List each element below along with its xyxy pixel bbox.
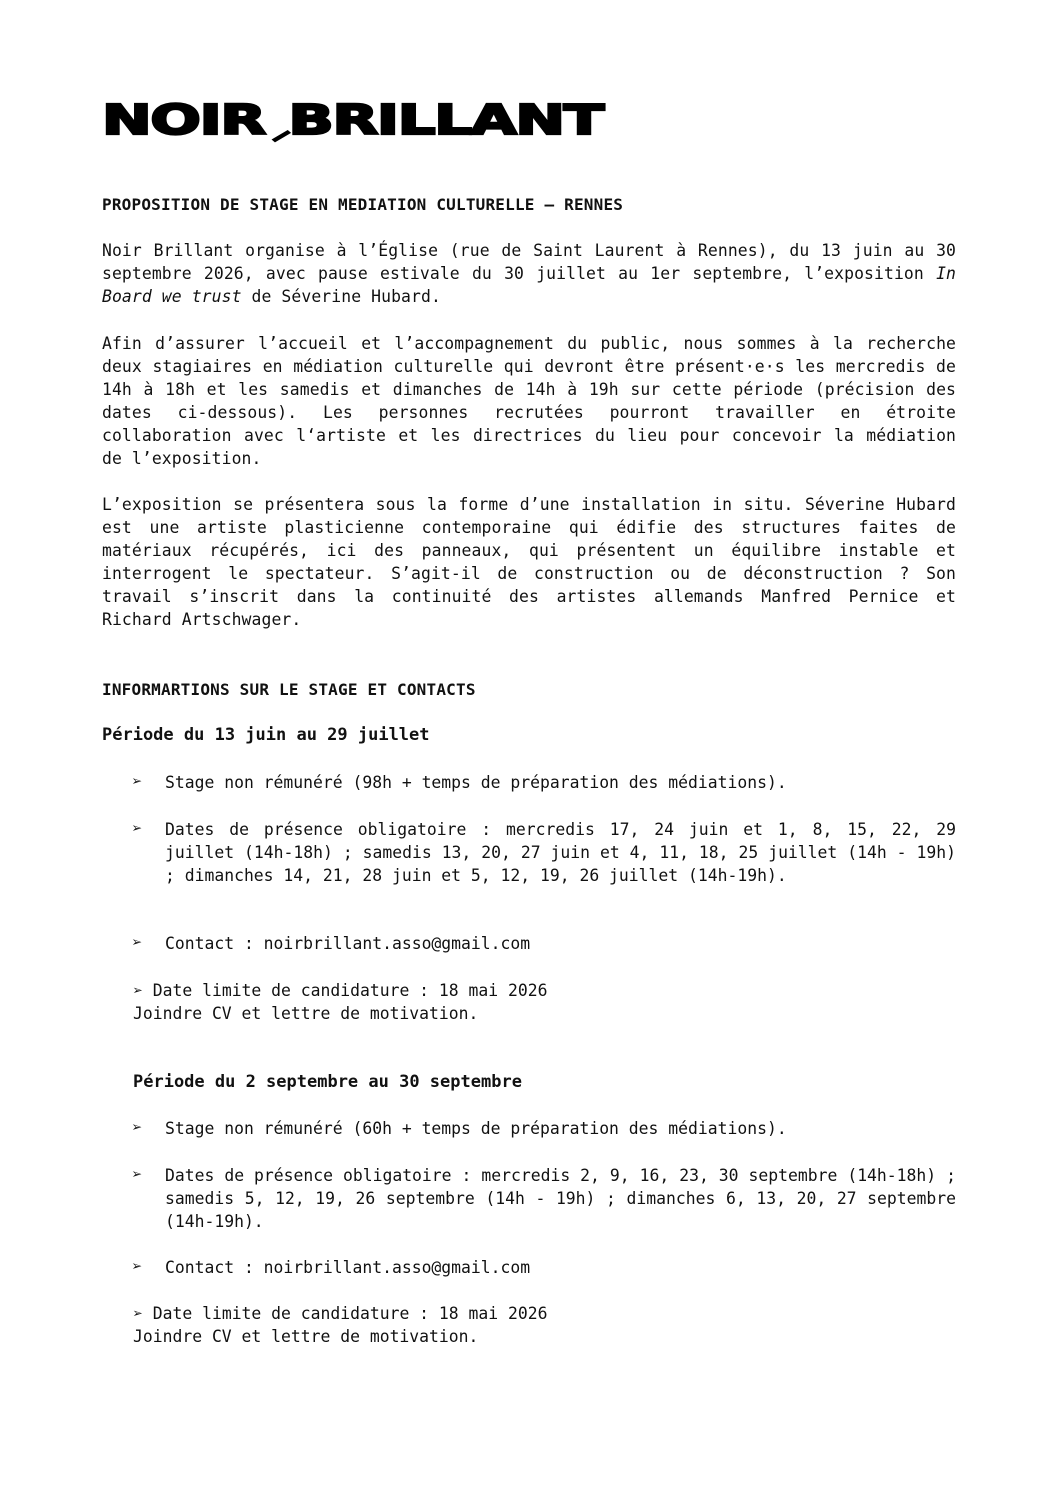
period-1-contact: ➢ Contact : noirbrillant.asso@gmail.com	[132, 932, 956, 955]
period-2-dates: ➢ Dates de présence obligatoire : mercredis 2, 9, 16, 23, 30 septembre (14h-18h) ; samedis 5, 12, 19, 26 septembre (14h - 19h) ; dimanches 6, 13, 20, 27 septembre (14h-19h).	[132, 1164, 956, 1233]
arrow-bullet-icon: ➢	[133, 1304, 143, 1323]
arrow-bullet-icon: ➢	[132, 1118, 143, 1138]
document-title: PROPOSITION DE STAGE EN MEDIATION CULTURELLE – RENNES	[102, 195, 624, 214]
arrow-bullet-icon: ➢	[132, 1165, 143, 1185]
intro-p1-text: Noir Brillant organise à l’Église (rue de Saint Laurent à Rennes), du 13 juin au 30 septembre 2026, avec pause estivale du 30 juillet au 1er septembre, l’exposition	[102, 241, 956, 284]
intro-paragraph-1	[102, 239, 956, 308]
intro-p1-end: de Séverine Hubard.	[241, 287, 441, 307]
arrow-bullet-icon: ➢	[132, 772, 143, 792]
intro-paragraph-2: Afin d’assurer l’accueil et l’accompagnement du public, nous sommes à la recherche deux stagiaires en médiation culturelle qui devront être présent·e·s les mercredis de 14h à 18h et les samedis et dimanches de 14h à 19h sur cette période (précision des dates ci-dessous). Les personnes recrutées pourront travailler en étroite collaboration avec l‘artiste et les directrices du lieu pour concevoir la médiation de l’exposition.	[102, 334, 956, 469]
period-2-contact: ➢ Contact : noirbrillant.asso@gmail.com	[132, 1256, 956, 1279]
period-1-attachments: Joindre CV et lettre de motivation.	[133, 1004, 479, 1023]
arrow-bullet-icon: ➢	[133, 981, 143, 1000]
arrow-bullet-icon: ➢	[132, 1257, 143, 1277]
logo-part-noir: NOIR	[102, 95, 265, 144]
period-2-attachments: Joindre CV et lettre de motivation.	[133, 1327, 479, 1346]
period-2-deadline: ➢ Date limite de candidature : 18 mai 2026	[133, 1304, 548, 1323]
period-1-title: Période du 13 juin au 29 juillet	[102, 725, 430, 745]
logo-part-brillant: BRILLANT	[288, 95, 604, 144]
period-2-title: Période du 2 septembre au 30 septembre	[133, 1072, 522, 1092]
period-2-remuneration: ➢ Stage non rémunéré (60h + temps de préparation des médiations).	[132, 1117, 956, 1140]
info-heading: INFORMARTIONS SUR LE STAGE ET CONTACTS	[102, 680, 476, 699]
period-1-dates: ➢ Dates de présence obligatoire : mercredis 17, 24 juin et 1, 8, 15, 22, 29 juillet (14h-18h) ; samedis 13, 20, 27 juin et 4, 11, 18, 25 juillet (14h - 19h) ; dimanches 14, 21, 28 juin et 5, 12, 19, 26 juillet (14h-19h).	[132, 818, 956, 887]
arrow-bullet-icon: ➢	[132, 819, 143, 839]
period-1-deadline: ➢ Date limite de candidature : 18 mai 2026	[133, 981, 548, 1000]
period-1-remuneration: ➢ Stage non rémunéré (98h + temps de préparation des médiations).	[132, 771, 956, 794]
logo-wordmark	[102, 95, 604, 144]
arrow-bullet-icon: ➢	[132, 933, 143, 953]
exhibition-title: In Board we trust	[102, 264, 956, 307]
noir-brillant-logo	[102, 95, 604, 144]
intro-paragraph-3: L’exposition se présentera sous la forme d’une installation in situ. Séverine Hubard est une artiste plasticienne contemporaine qui édifie des structures faites de matériaux récupérés, ici des panneaux, qui présentent un équilibre instable et interrogent le spectateur. S’agit-il de construction ou de déconstruction ? Son travail s’inscrit dans la continuité des artistes allemands Manfred Pernice et Richard Artschwager.	[102, 495, 956, 630]
